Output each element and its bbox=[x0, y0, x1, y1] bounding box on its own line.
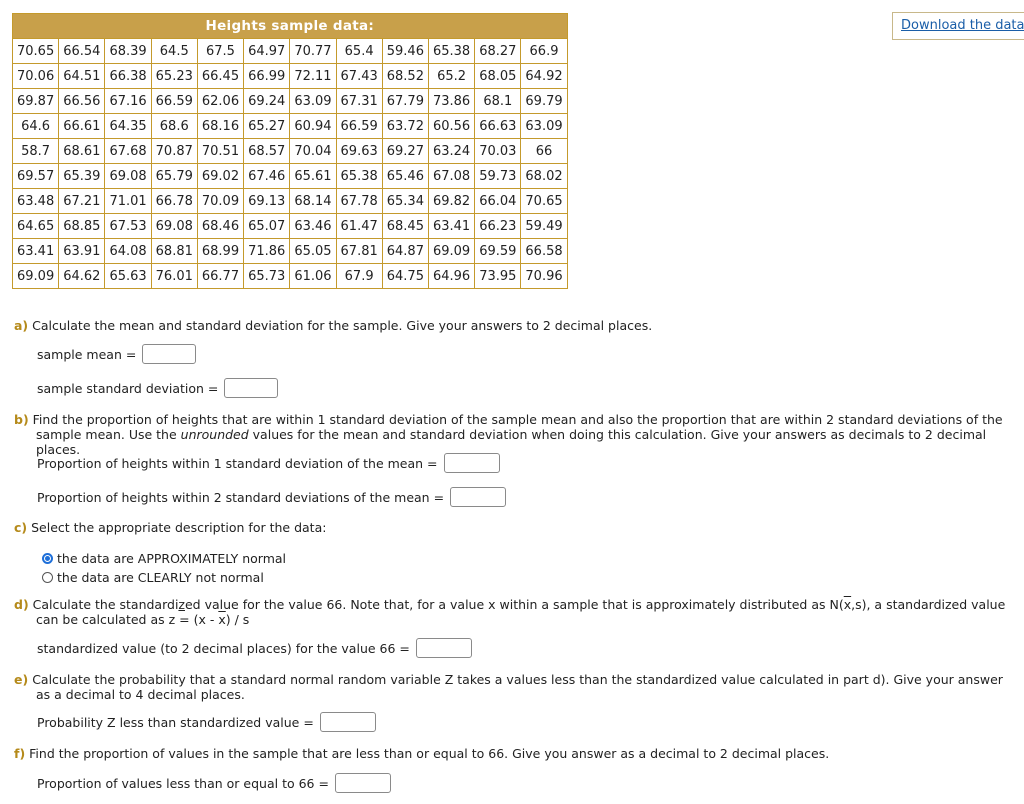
table-row bbox=[13, 189, 568, 214]
table-cell: 69.08 bbox=[105, 164, 151, 189]
table-cell: 63.91 bbox=[59, 239, 105, 264]
table-cell: 67.43 bbox=[336, 64, 382, 89]
question-letter: b) bbox=[14, 412, 29, 427]
table-cell: 64.08 bbox=[105, 239, 151, 264]
table-cell: 68.81 bbox=[151, 239, 197, 264]
table-row bbox=[13, 139, 568, 164]
question-text: Calculate the probability that a standard normal random variable Z takes a values less than the standardized value calculated in part d). Give your answer as a decimal to 4 decimal places. bbox=[32, 672, 1003, 702]
table-row bbox=[13, 114, 568, 139]
table-cell: 63.09 bbox=[290, 89, 336, 114]
table-cell: 66.45 bbox=[197, 64, 243, 89]
table-cell: 67.81 bbox=[336, 239, 382, 264]
table-cell: 64.75 bbox=[382, 264, 428, 289]
table-row bbox=[13, 39, 568, 64]
table-cell: 66.77 bbox=[197, 264, 243, 289]
table-cell: 65.39 bbox=[59, 164, 105, 189]
table-cell: 66.59 bbox=[151, 89, 197, 114]
table-cell: 64.6 bbox=[13, 114, 59, 139]
x-bar-symbol: $\overline{x}$ bbox=[843, 597, 852, 612]
table-cell: 69.02 bbox=[197, 164, 243, 189]
table-cell: 63.48 bbox=[13, 189, 59, 214]
question-letter: f) bbox=[14, 746, 26, 761]
table-cell: 65.46 bbox=[382, 164, 428, 189]
table-cell: 66.59 bbox=[336, 114, 382, 139]
proportion-le-66-row bbox=[37, 773, 391, 793]
table-cell: 71.86 bbox=[244, 239, 290, 264]
not-normal-option-row[interactable] bbox=[42, 570, 264, 585]
question-c bbox=[14, 520, 326, 535]
table-cell: 71.01 bbox=[105, 189, 151, 214]
proportion-le-66-input[interactable] bbox=[335, 773, 391, 793]
table-cell: 65.79 bbox=[151, 164, 197, 189]
within-2sd-label: Proportion of heights within 2 standard deviations of the mean = bbox=[37, 489, 445, 505]
table-cell: 69.59 bbox=[475, 239, 521, 264]
table-cell: 59.49 bbox=[521, 214, 567, 239]
table-row bbox=[13, 264, 568, 289]
question-text: Find the proportion of values in the sample that are less than or equal to 66. Give you answer as a decimal to 2 decimal places. bbox=[29, 746, 830, 761]
sample-mean-row bbox=[37, 344, 196, 364]
table-cell: 70.04 bbox=[290, 139, 336, 164]
table-cell: 64.87 bbox=[382, 239, 428, 264]
table-cell: 66.38 bbox=[105, 64, 151, 89]
table-cell: 76.01 bbox=[151, 264, 197, 289]
question-letter: d) bbox=[14, 597, 29, 612]
within-2sd-row bbox=[37, 487, 506, 507]
table-cell: 68.46 bbox=[197, 214, 243, 239]
table-cell: 68.1 bbox=[475, 89, 521, 114]
table-cell: 58.7 bbox=[13, 139, 59, 164]
table-cell: 70.65 bbox=[521, 189, 567, 214]
question-text: ,s), a standardized value can be calculated as z = (x - bbox=[36, 597, 1006, 627]
sample-sd-input[interactable] bbox=[224, 378, 278, 398]
table-cell: 69.27 bbox=[382, 139, 428, 164]
table-cell: 64.51 bbox=[59, 64, 105, 89]
sample-mean-label: sample mean = bbox=[37, 346, 137, 362]
radio-label: the data are APPROXIMATELY normal bbox=[57, 551, 287, 566]
table-cell: 64.5 bbox=[151, 39, 197, 64]
question-letter: a) bbox=[14, 318, 29, 333]
table-cell: 65.38 bbox=[336, 164, 382, 189]
table-cell: 70.77 bbox=[290, 39, 336, 64]
table-cell: 67.53 bbox=[105, 214, 151, 239]
table-cell: 65.23 bbox=[151, 64, 197, 89]
table-cell: 69.57 bbox=[13, 164, 59, 189]
table-cell: 59.73 bbox=[475, 164, 521, 189]
table-cell: 67.68 bbox=[105, 139, 151, 164]
table-cell: 68.16 bbox=[197, 114, 243, 139]
radio-clearly-not-normal[interactable] bbox=[42, 572, 53, 583]
within-1sd-input[interactable] bbox=[444, 453, 500, 473]
table-cell: 64.97 bbox=[244, 39, 290, 64]
table-cell: 63.24 bbox=[428, 139, 474, 164]
table-cell: 66.54 bbox=[59, 39, 105, 64]
table-cell: 60.56 bbox=[428, 114, 474, 139]
table-cell: 64.65 bbox=[13, 214, 59, 239]
table-cell: 68.14 bbox=[290, 189, 336, 214]
table-cell: 63.72 bbox=[382, 114, 428, 139]
table-cell: 64.35 bbox=[105, 114, 151, 139]
sample-sd-row bbox=[37, 378, 278, 398]
table-cell: 68.45 bbox=[382, 214, 428, 239]
heights-data-table bbox=[12, 13, 568, 289]
table-cell: 69.87 bbox=[13, 89, 59, 114]
table-cell: 67.79 bbox=[382, 89, 428, 114]
table-cell: 67.31 bbox=[336, 89, 382, 114]
table-cell: 66.56 bbox=[59, 89, 105, 114]
table-title: Heights sample data: bbox=[13, 14, 568, 39]
table-cell: 67.78 bbox=[336, 189, 382, 214]
within-2sd-input[interactable] bbox=[450, 487, 506, 507]
sample-mean-input[interactable] bbox=[142, 344, 196, 364]
table-cell: 65.61 bbox=[290, 164, 336, 189]
table-cell: 62.06 bbox=[197, 89, 243, 114]
proportion-le-66-label: Proportion of values less than or equal to 66 = bbox=[37, 775, 329, 791]
table-cell: 69.09 bbox=[13, 264, 59, 289]
probability-input[interactable] bbox=[320, 712, 376, 732]
table-cell: 67.16 bbox=[105, 89, 151, 114]
table-cell: 68.61 bbox=[59, 139, 105, 164]
table-cell: 64.62 bbox=[59, 264, 105, 289]
x-bar-symbol: $\overline{x}$ bbox=[218, 612, 226, 627]
standardized-value-input[interactable] bbox=[416, 638, 472, 658]
table-cell: 67.5 bbox=[197, 39, 243, 64]
question-letter: e) bbox=[14, 672, 29, 687]
table-cell: 69.09 bbox=[428, 239, 474, 264]
table-cell: 70.87 bbox=[151, 139, 197, 164]
table-cell: 61.06 bbox=[290, 264, 336, 289]
question-text: z bbox=[178, 597, 185, 612]
table-row bbox=[13, 164, 568, 189]
table-body bbox=[13, 39, 568, 289]
table-cell: 66.99 bbox=[244, 64, 290, 89]
table-cell: 70.03 bbox=[475, 139, 521, 164]
question-a bbox=[14, 318, 652, 333]
standardized-value-label: standardized value (to 2 decimal places) for the value 66 = bbox=[37, 640, 410, 656]
question-text: ) / s bbox=[225, 612, 250, 627]
table-cell: 68.05 bbox=[475, 64, 521, 89]
table-cell: 70.06 bbox=[13, 64, 59, 89]
table-cell: 63.41 bbox=[428, 214, 474, 239]
table-cell: 63.46 bbox=[290, 214, 336, 239]
table-cell: 67.9 bbox=[336, 264, 382, 289]
table-cell: 69.82 bbox=[428, 189, 474, 214]
table-cell: 70.09 bbox=[197, 189, 243, 214]
table-cell: 66 bbox=[521, 139, 567, 164]
question-text: Find the proportion of heights that are within 1 standard deviation of the sample mean and also the proportion that are within 2 standard deviations of the sample mean. Use the bbox=[32, 412, 1003, 442]
question-text: values for the mean and standard deviation when doing this calculation. Give your answers as decimals to 2 decimal places. bbox=[36, 427, 987, 457]
table-cell: 66.04 bbox=[475, 189, 521, 214]
table-cell: 70.96 bbox=[521, 264, 567, 289]
question-text: ed value for the value 66. Note that, for a value x within a sample that is approximately distributed as N( bbox=[184, 597, 844, 612]
table-cell: 69.79 bbox=[521, 89, 567, 114]
within-1sd-row bbox=[37, 453, 500, 473]
question-e bbox=[14, 672, 1016, 702]
probability-row bbox=[37, 712, 376, 732]
table-cell: 65.27 bbox=[244, 114, 290, 139]
table-cell: 66.9 bbox=[521, 39, 567, 64]
table-cell: 66.63 bbox=[475, 114, 521, 139]
table-cell: 67.46 bbox=[244, 164, 290, 189]
sample-sd-label: sample standard deviation = bbox=[37, 380, 219, 396]
table-cell: 64.92 bbox=[521, 64, 567, 89]
table-cell: 64.96 bbox=[428, 264, 474, 289]
question-text-emphasis: unrounded bbox=[180, 427, 249, 442]
table-cell: 67.08 bbox=[428, 164, 474, 189]
table-cell: 68.39 bbox=[105, 39, 151, 64]
table-cell: 65.63 bbox=[105, 264, 151, 289]
table-cell: 70.65 bbox=[13, 39, 59, 64]
table-cell: 69.13 bbox=[244, 189, 290, 214]
table-cell: 65.34 bbox=[382, 189, 428, 214]
table-cell: 66.23 bbox=[475, 214, 521, 239]
table-cell: 66.61 bbox=[59, 114, 105, 139]
table-cell: 65.2 bbox=[428, 64, 474, 89]
question-letter: c) bbox=[14, 520, 28, 535]
table-row bbox=[13, 64, 568, 89]
table-cell: 60.94 bbox=[290, 114, 336, 139]
normal-option-row[interactable] bbox=[42, 551, 286, 566]
table-row bbox=[13, 214, 568, 239]
table-cell: 66.78 bbox=[151, 189, 197, 214]
table-cell: 65.38 bbox=[428, 39, 474, 64]
table-cell: 68.6 bbox=[151, 114, 197, 139]
question-d bbox=[14, 597, 1016, 627]
table-cell: 73.86 bbox=[428, 89, 474, 114]
table-row bbox=[13, 89, 568, 114]
table-cell: 65.73 bbox=[244, 264, 290, 289]
table-cell: 69.24 bbox=[244, 89, 290, 114]
table-cell: 65.07 bbox=[244, 214, 290, 239]
question-f bbox=[14, 746, 829, 761]
table-cell: 72.11 bbox=[290, 64, 336, 89]
question-text: Calculate the mean and standard deviation for the sample. Give your answers to 2 decimal places. bbox=[32, 318, 653, 333]
table-cell: 68.27 bbox=[475, 39, 521, 64]
table-cell: 68.85 bbox=[59, 214, 105, 239]
radio-label: the data are CLEARLY not normal bbox=[57, 570, 264, 585]
table-cell: 59.46 bbox=[382, 39, 428, 64]
within-1sd-label: Proportion of heights within 1 standard deviation of the mean = bbox=[37, 455, 438, 471]
table-cell: 66.58 bbox=[521, 239, 567, 264]
table-cell: 67.21 bbox=[59, 189, 105, 214]
table-cell: 69.63 bbox=[336, 139, 382, 164]
table-cell: 61.47 bbox=[336, 214, 382, 239]
download-data-link[interactable]: Download the data bbox=[892, 12, 1024, 40]
standardized-value-row bbox=[37, 638, 472, 658]
table-cell: 69.08 bbox=[151, 214, 197, 239]
table-cell: 68.57 bbox=[244, 139, 290, 164]
table-cell: 73.95 bbox=[475, 264, 521, 289]
table-row bbox=[13, 239, 568, 264]
probability-label: Probability Z less than standardized value = bbox=[37, 714, 314, 730]
heights-data-table-container bbox=[12, 13, 568, 289]
table-cell: 68.02 bbox=[521, 164, 567, 189]
radio-approximately-normal[interactable] bbox=[42, 553, 53, 564]
question-b bbox=[14, 412, 1016, 457]
table-cell: 70.51 bbox=[197, 139, 243, 164]
question-text: Select the appropriate description for the data: bbox=[31, 520, 327, 535]
table-cell: 65.4 bbox=[336, 39, 382, 64]
table-cell: 68.99 bbox=[197, 239, 243, 264]
table-cell: 65.05 bbox=[290, 239, 336, 264]
question-text: Calculate the standardi bbox=[32, 597, 179, 612]
table-cell: 68.52 bbox=[382, 64, 428, 89]
table-cell: 63.09 bbox=[521, 114, 567, 139]
table-cell: 63.41 bbox=[13, 239, 59, 264]
